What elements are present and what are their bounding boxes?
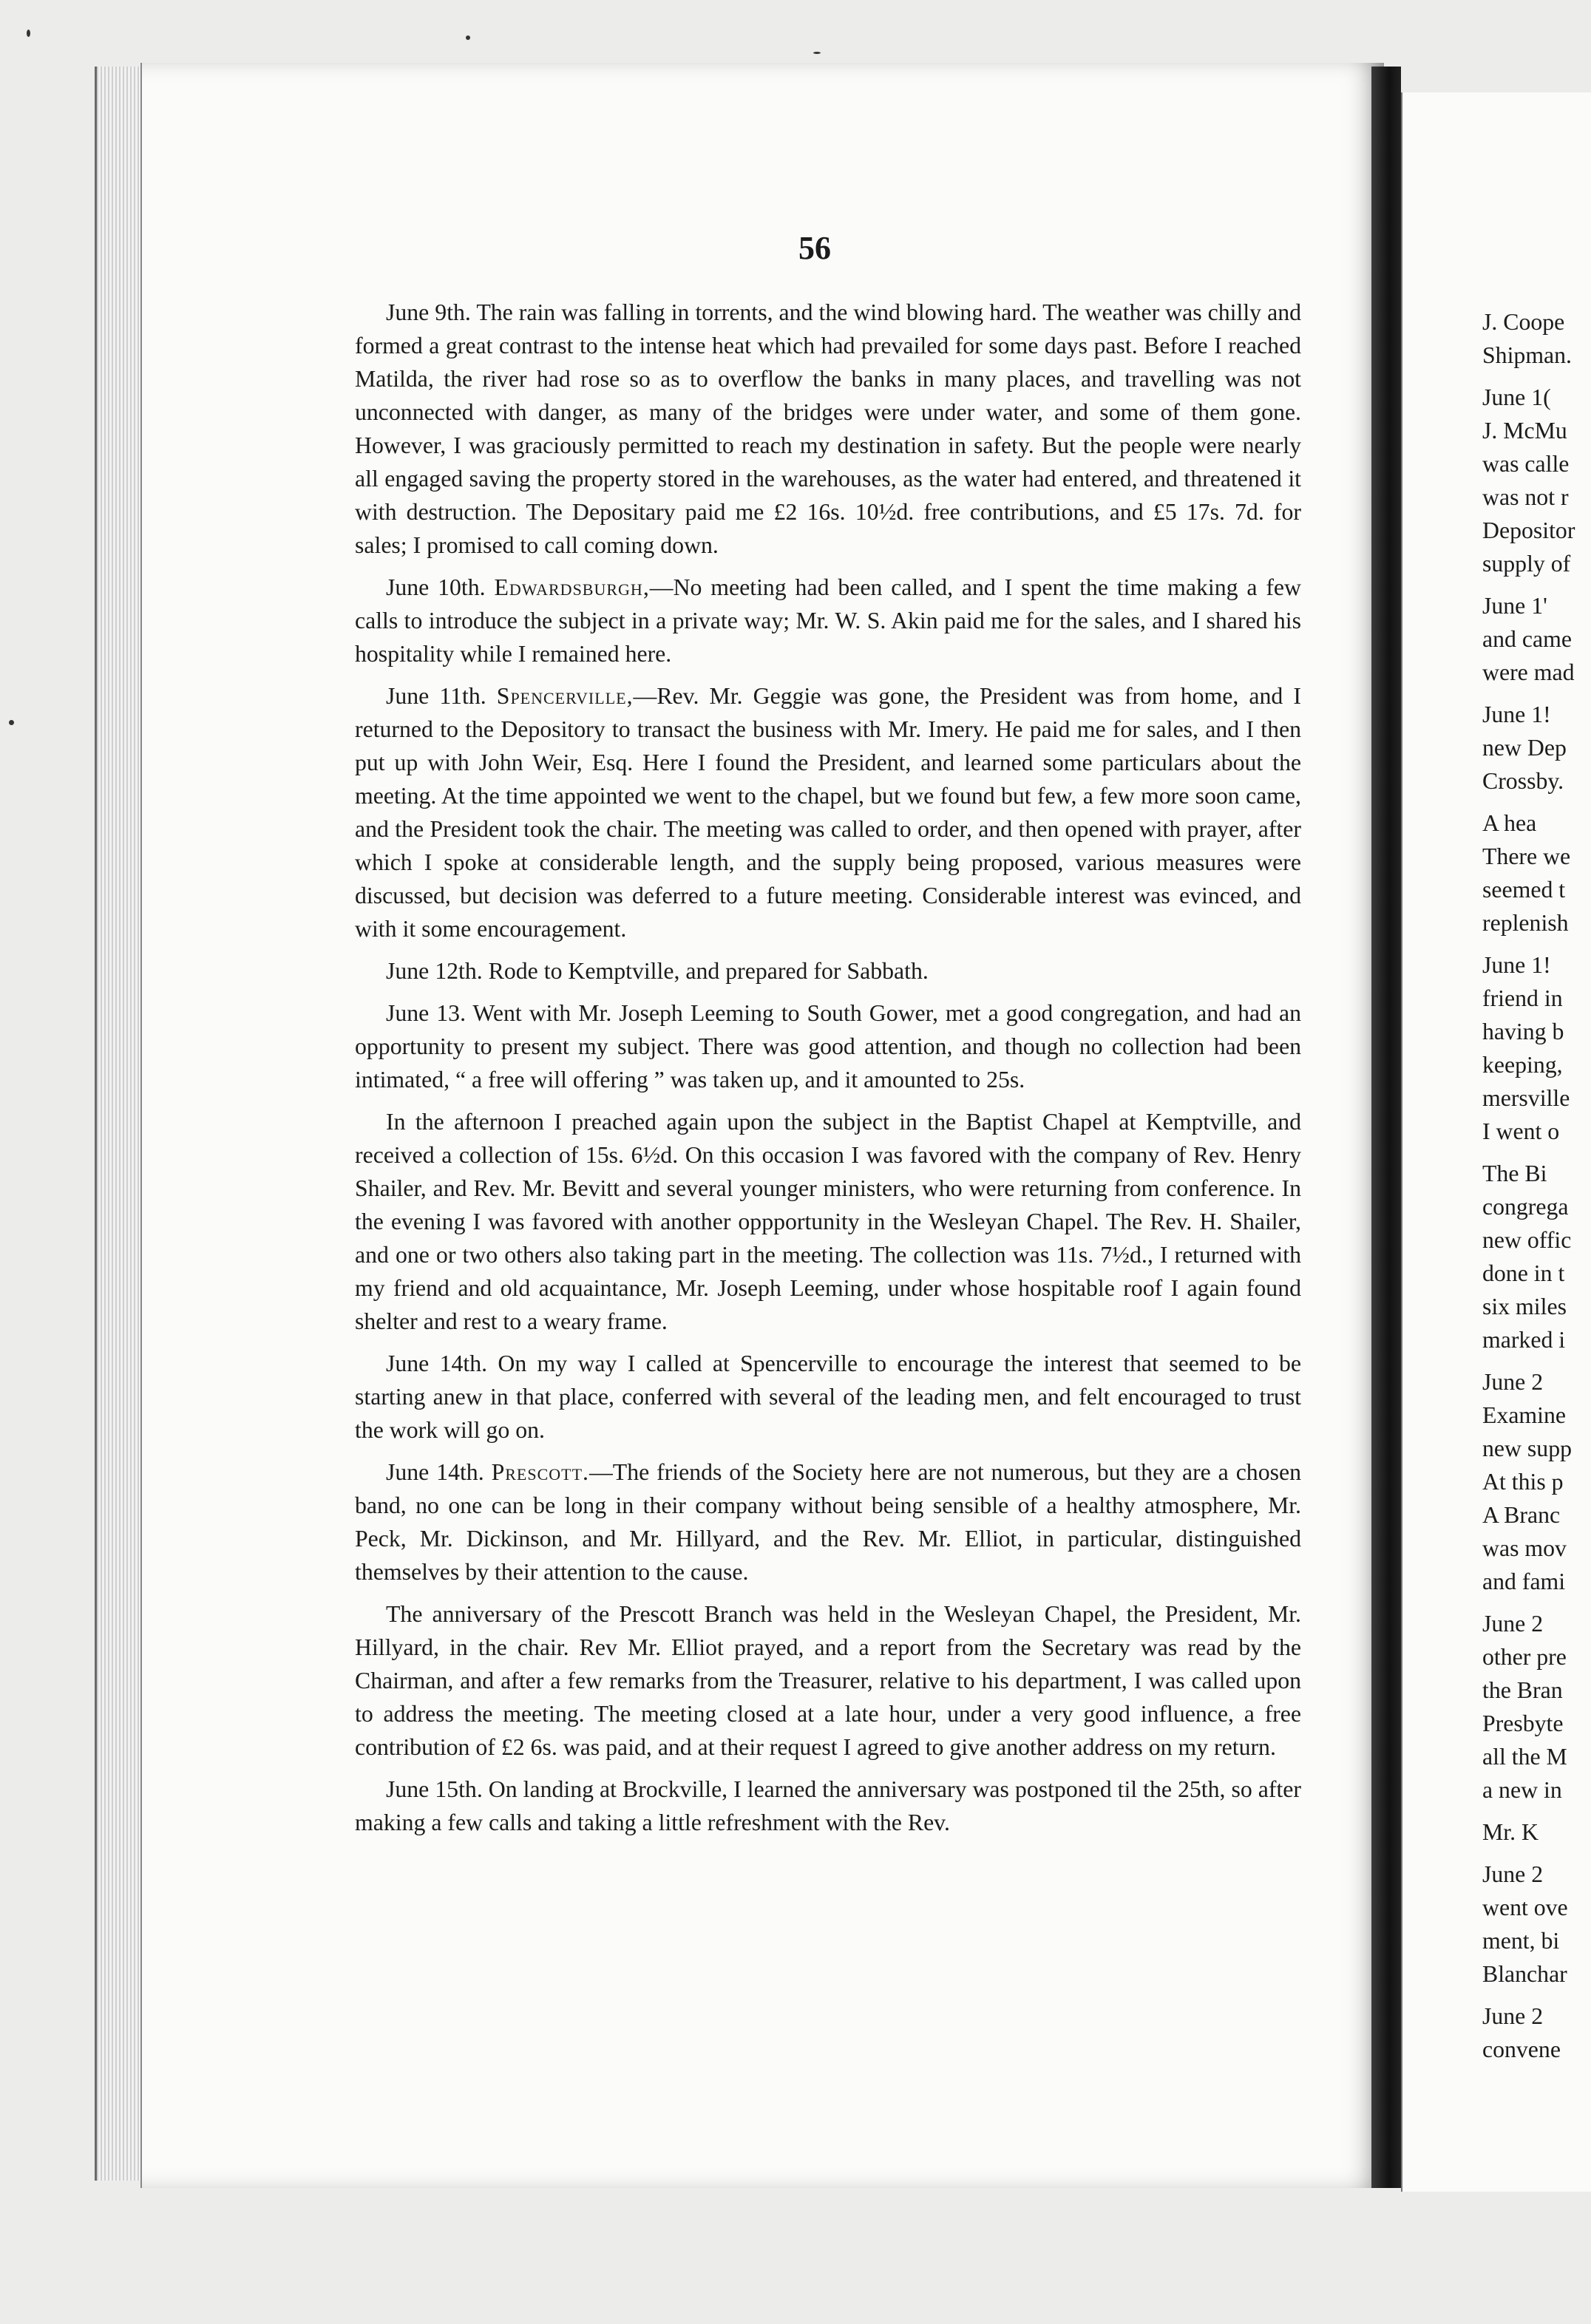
right-page-line: Shipman. [1482, 342, 1573, 368]
paragraph-date: June 11th. [386, 683, 497, 709]
scan-speck [27, 30, 30, 37]
paragraph [355, 1773, 1301, 1839]
right-page-line: June 2 [1482, 2003, 1544, 2029]
line-gap [1482, 1807, 1591, 1815]
right-page-line: Mr. K [1482, 1819, 1539, 1845]
right-page-line: A hea [1482, 810, 1537, 836]
right-page-line: convene [1482, 2036, 1561, 2062]
right-page-line: was not r [1482, 484, 1569, 510]
paragraph-text: June 15th. On landing at Brockville, I learned the anniversary was postponed til the 25th, so after making a few calls and taking a little refreshment with the Rev. [355, 1776, 1301, 1835]
paragraph [355, 571, 1301, 670]
right-page-line: Blanchar [1482, 1961, 1567, 1987]
right-page-line: other pre [1482, 1644, 1567, 1670]
paragraph-date: June 10th. [386, 574, 495, 600]
paragraph [355, 1105, 1301, 1338]
right-page-line: was mov [1482, 1535, 1567, 1561]
right-page-line: mersville [1482, 1085, 1570, 1111]
line-gap [1482, 798, 1591, 806]
right-page-line: replenish [1482, 910, 1569, 936]
right-page-line: June 2 [1482, 1611, 1544, 1637]
right-page-line: June 1! [1482, 701, 1551, 727]
scan-speck [813, 52, 821, 54]
paragraph [355, 1455, 1301, 1589]
paragraph-date: June 14th. [386, 1459, 492, 1485]
right-page-line: friend in [1482, 985, 1563, 1011]
right-page-line: June 1! [1482, 952, 1551, 978]
right-page-line: The Bi [1482, 1161, 1547, 1186]
right-page-text-fragment [1482, 305, 1591, 2066]
paragraph-text: —The friends of the Society here are not numerous, but they are a chosen band, no one can be long in their company without being sensible of a healthy atmosphere, Mr. Peck, Mr. Dickinson, and Mr. Hillyard, and the Rev. Mr. Elliot, in particular, distinguished themselves by their attention to the cause. [355, 1459, 1301, 1585]
right-page-line: and fami [1482, 1569, 1566, 1594]
right-page-line: marked i [1482, 1327, 1566, 1353]
line-gap [1482, 689, 1591, 698]
line-gap [1482, 1849, 1591, 1858]
right-page-line: Examine [1482, 1402, 1567, 1428]
scan-speck [9, 720, 14, 725]
paragraph-text: —Rev. Mr. Geggie was gone, the President was from home, and I returned to the Depository to transact the business with Mr. Imery. He paid me for sales, and I then put up with John Weir, Esq. Here I found the President, and learned some particulars about the meeting. At the time appointed we went to the chapel, but we found but few, a few more soon came, and the President took the chair. The meeting was called to order, and then opened with prayer, after which I spoke at considerable length, and the supply being proposed, various measures were discussed, but decision was deferred to a future meeting. Considerable interest was evinced, and with it some encouragement. [355, 683, 1301, 942]
paragraph-text: June 9th. The rain was falling in torrents, and the wind blowing hard. The weather was chilly and formed a great contrast to the intense heat which had prevailed for some days past. Before I reached Matilda, the river had rose so as to overflow the banks in many places, and travelling was not unconnected with danger, as many of the bridges were under water, and some of them gone. However, I was graciously permitted to reach my destination in safety. But the people were nearly all engaged saving the property stored in the warehouses, as the water had entered, and threatened it with destruction. The Depositary paid me £2 16s. 10½d. free contributions, and £5 17s. 7d. for sales; I promised to call coming down. [355, 299, 1301, 558]
right-page-line: new supp [1482, 1435, 1572, 1461]
paragraph [355, 1347, 1301, 1447]
right-page-line: new Dep [1482, 735, 1567, 761]
line-gap [1482, 940, 1591, 948]
right-page-line: congrega [1482, 1194, 1569, 1220]
place-name: Prescott. [491, 1459, 589, 1485]
paragraph-text: June 13. Went with Mr. Joseph Leeming to South Gower, met a good congregation, and had an opportunity to present my subject. There was good attention, and though no collection had been intimated, “ a free will offering ” was taken up, and it amounted to 25s. [355, 1000, 1301, 1093]
right-page-line: done in t [1482, 1260, 1565, 1286]
line-gap [1482, 1356, 1591, 1365]
place-name: Edwardsburgh, [494, 574, 650, 600]
right-page-line: I went o [1482, 1118, 1560, 1144]
right-page-line: were mad [1482, 659, 1575, 685]
line-gap [1482, 580, 1591, 589]
book-gutter [1371, 67, 1401, 2188]
right-page-line: keeping, [1482, 1052, 1563, 1078]
paragraph-text: June 12th. Rode to Kemptville, and prepared for Sabbath. [386, 958, 929, 984]
right-page-line: the Bran [1482, 1677, 1563, 1703]
right-page [1401, 92, 1591, 2192]
paragraph [355, 1597, 1301, 1764]
line-gap [1482, 372, 1591, 381]
right-page-line: June 1' [1482, 593, 1547, 619]
right-page-line: six miles [1482, 1294, 1567, 1319]
right-page-line: Depositor [1482, 517, 1575, 543]
paragraph-text: June 14th. On my way I called at Spencerville to encourage the interest that seemed to be starting anew in that place, conferred with several of the leading men, and felt encouraged to trust the work will go on. [355, 1350, 1301, 1443]
right-page-line: all the M [1482, 1744, 1567, 1770]
paragraph [355, 679, 1301, 945]
right-page-line: new offic [1482, 1227, 1572, 1253]
line-gap [1482, 1148, 1591, 1157]
right-page-line: J. McMu [1482, 418, 1567, 444]
right-page-line: June 1( [1482, 384, 1551, 410]
scan-speck [466, 35, 470, 40]
right-page-line: Crossby. [1482, 768, 1564, 794]
paragraph-text: In the afternoon I preached again upon the subject in the Baptist Chapel at Kemptville, and received a collection of 15s. 6½d. On this occasion I was favored with the company of Rev. Henry Shailer, and Rev. Mr. Bevitt and several younger ministers, who were returning from conference. In the evening I was favored with another oppportunity in the Wesleyan Chapel. The Rev. H. Shailer, and one or two others also taking part in the meeting. The collection was 11s. 7½d., I returned with my friend and old acquaintance, Mr. Joseph Leeming, under whose hospitable roof I again found shelter and rest to a weary frame. [355, 1109, 1301, 1334]
right-page-line: ment, bi [1482, 1928, 1560, 1954]
right-page-line: went ove [1482, 1895, 1568, 1920]
line-gap [1482, 1991, 1591, 1999]
right-page-line: Presbyte [1482, 1710, 1564, 1736]
right-page-line: a new in [1482, 1777, 1562, 1803]
page-number: 56 [798, 230, 831, 266]
right-page-line: having b [1482, 1019, 1564, 1044]
right-page-line: A Branc [1482, 1502, 1561, 1528]
right-page-line: seemed t [1482, 877, 1566, 903]
paragraph [355, 996, 1301, 1096]
paragraph-text: —No meeting had been called, and I spent the time making a few calls to introduce the subject in a private way; Mr. W. S. Akin paid me for the sales, and I shared his hospitality while I remained here. [355, 574, 1302, 667]
paragraph [355, 296, 1301, 562]
paragraph [355, 954, 1301, 988]
paragraph-text: The anniversary of the Prescott Branch was held in the Wesleyan Chapel, the President, Mr. Hillyard, in the chair. Rev Mr. Elliot prayed, and a report from the Secretary was read by the Chairman, and after a few remarks from the Treasurer, relative to his department, I was called upon to address the meeting. The meeting closed at a late hour, under a very good influence, a free contribution of £2 6s. was paid, and at their request I agreed to give another address on my return. [355, 1601, 1301, 1760]
right-page-line: There we [1482, 843, 1571, 869]
right-page-line: was calle [1482, 451, 1570, 477]
right-page-line: June 2 [1482, 1861, 1544, 1887]
left-page-body-text [355, 296, 1301, 1848]
right-page-line: June 2 [1482, 1369, 1544, 1395]
line-gap [1482, 1598, 1591, 1607]
place-name: Spencerville, [496, 683, 634, 709]
right-page-line: J. Coope [1482, 309, 1565, 335]
right-page-line: supply of [1482, 551, 1571, 577]
right-page-line: and came [1482, 626, 1572, 652]
right-page-line: At this p [1482, 1469, 1564, 1495]
